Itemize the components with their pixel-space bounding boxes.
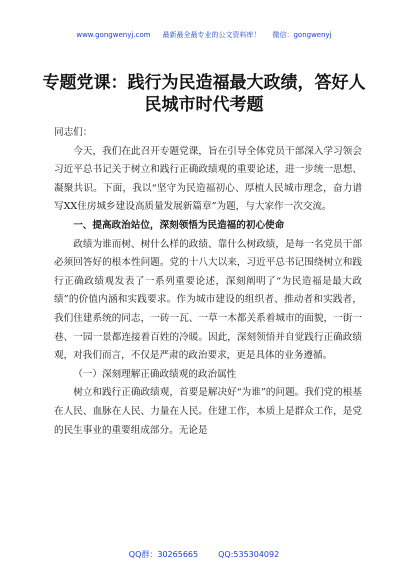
section-heading-1: 一、提高政治站位，深刻领悟为民造福的初心使命 <box>73 219 285 231</box>
salutation: 同志们： <box>54 127 93 138</box>
site-slogan: 最新最全最专业的公文资料库！ <box>162 31 261 39</box>
intro-paragraph: 今天，我们在此召开专题党课，旨在引导全体党员干部深入学习领会习近平总书记关于树立和践行正确政绩观的重要论述，进一步统一思想、凝聚共识。下面，我以“坚守为民造福初心、厚植人民城市理念，奋力谱写XX住房城乡建设高质量发展新篇章”为题，与大家作一次交流。 <box>54 145 362 213</box>
contact-footer <box>0 549 408 560</box>
site-url-link[interactable]: www.gongwenyj.com <box>76 31 151 39</box>
wechat-id: 微信：gongwenyj <box>272 31 332 39</box>
site-banner <box>0 30 408 40</box>
qq-number: QQ:535304092 <box>218 550 280 559</box>
subsection-paragraph-1: 树立和践行正确政绩观，首要是解决好“为谁”的问题。我们党的根基在人民、血脉在人民、力量在人民。住建工作，本质上是群众工作，是党的民生事业的重要组成部分。无论是 <box>54 387 362 436</box>
document-body <box>54 124 362 440</box>
subsection-heading-1: （一）深刻理解正确政绩观的政治属性 <box>73 368 237 380</box>
section-paragraph-1: 政绩为谁而树、树什么样的政绩、靠什么树政绩，是每一名党员干部必须回答好的根本性问题。党的十八大以来，习近平总书记围绕树立和践行正确政绩观发表了一系列重要论述，深刻阐明了“为民造福是最大政绩”的价值内涵和实践要求。作为城市建设的组织者、推动者和实践者，我们住建系统的同志，一砖一瓦、一草一木都关系着城市的面貌，一街一巷、一园一景都连接着百姓的冷暖。因此，深刻领悟并自觉践行正确政绩观，对我们而言，不仅是严肃的政治要求，更是具体的业务遵循。 <box>54 238 362 362</box>
document-title: 专题党课：践行为民造福最大政绩，答好人民城市时代考题 <box>42 73 366 115</box>
qq-group-number: QQ群：30265665 <box>128 550 199 559</box>
